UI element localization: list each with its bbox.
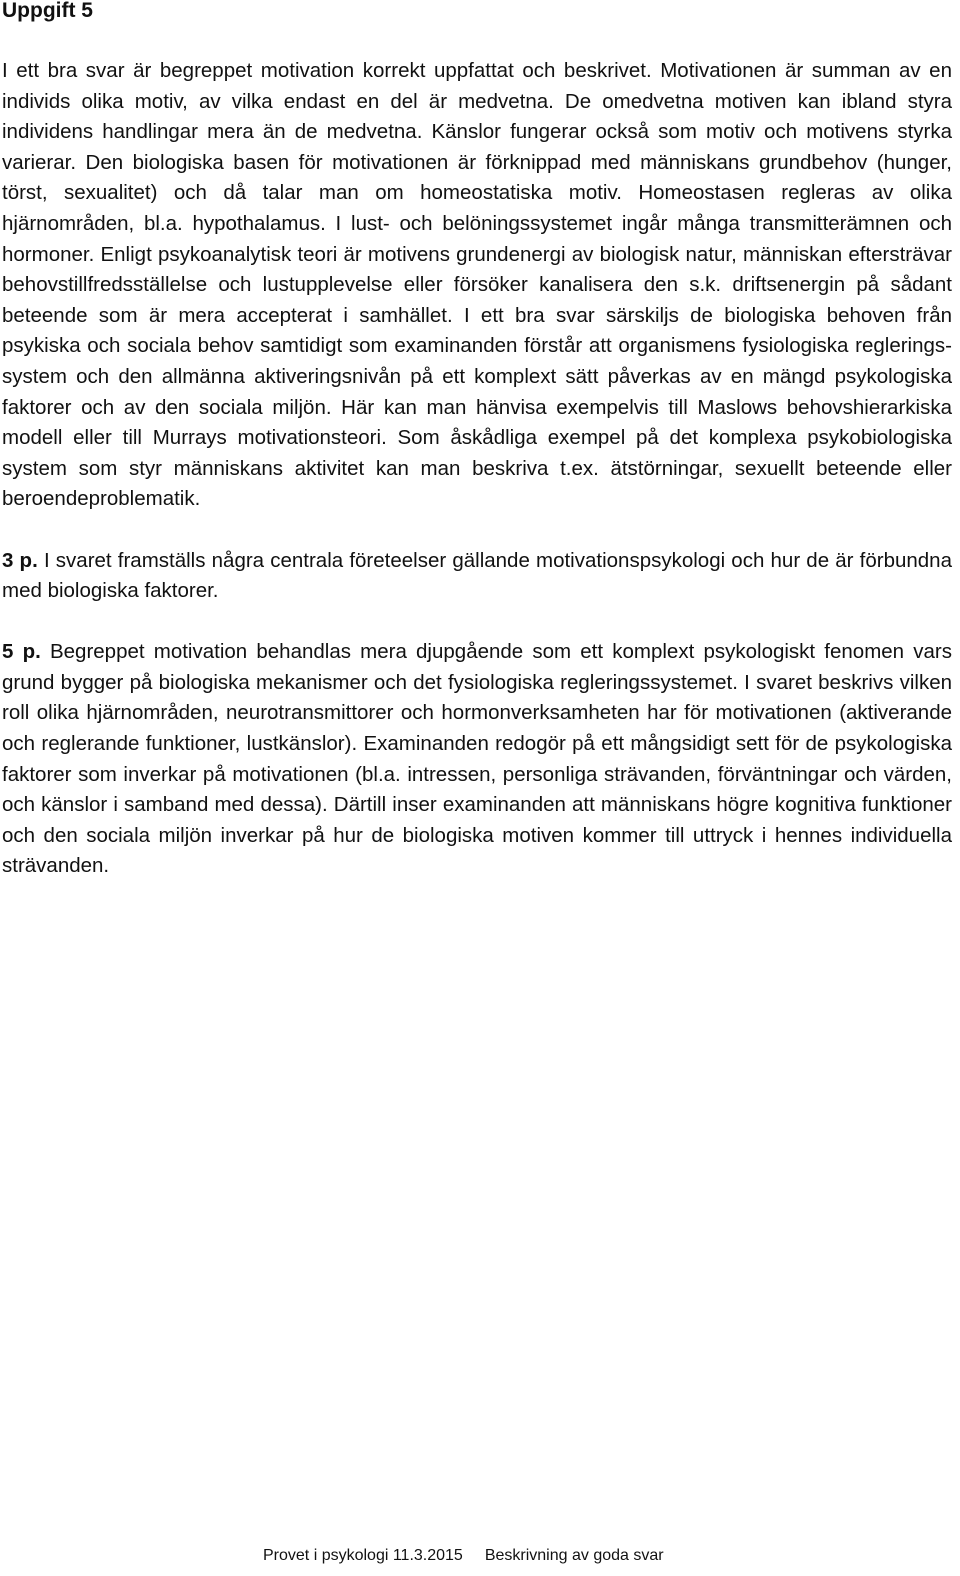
criteria-text: Begreppet motivation behandlas mera djupgående som ett komplext psykologiskt fenomen vars grund bygger på biologiska mekanismer och det fysiologiska regleringssystemet. I svaret beskrivs vilken roll olika hjärnområden, neurotransmittorer och hormonverksamheten har för motivationen (aktiverande och reglerande funktioner, lustkänslor). Examinanden redogör på ett mångsidigt sett för de psykologiska faktorer som inverkar på motivationen (bl.a. intressen, personliga strävanden, förväntningar och värden, och känslor i samband med dessa). Därtill inser examinanden att människans högre kognitiva funktioner och den sociala miljön inverkar på hur de biologiska motiven kommer till uttryck i hennes individuella strävanden.	[2, 640, 952, 878]
page-title: Uppgift 5	[2, 0, 93, 22]
criteria-text: I svaret framställs några centrala företeelser gällande motivationspsykologi och hur de är förbundna med biologiska faktorer.	[2, 548, 952, 603]
criteria-3-points	[2, 546, 952, 607]
footer-document-type: Beskrivning av goda svar	[484, 1547, 664, 1564]
paragraph-spacer	[2, 515, 952, 546]
paragraph-spacer	[2, 607, 952, 638]
footer-exam-title: Provet i psykologi 11.3.2015	[263, 1547, 463, 1564]
document-body	[2, 56, 952, 882]
points-label: 3 p.	[2, 548, 38, 572]
criteria-5-points	[2, 637, 952, 882]
page-footer	[263, 1544, 664, 1568]
points-label: 5 p.	[2, 640, 41, 664]
answer-description-paragraph: I ett bra svar är begreppet motivation korrekt uppfattat och beskrivet. Motivationen är summan av en individs olika motiv, av vilka endast en del är medvetna. De omedvetna motiven kan ibland styra individens handlingar mera än de medvetna. Känslor fungerar också som motiv och motivens styrka varierar. Den biologiska basen för motivationen är förknippad med människans grundbehov (hunger, törst, sexualitet) och då talar man om homeostatiska motiv. Homeostasen regleras av olika hjärnområden, bl.a. hypothalamus. I lust- och belöningssystemet ingår många transmitterämnen och hormoner. Enligt psykoanalytisk teori är motivens grundenergi av biologisk natur, människan eftersträvar behovstillfredsställelse och lustupplevelse eller försöker kanalisera den s.k. driftsenergin på sådant beteende som är mera accepterat i samhället. I ett bra svar särskiljs de biologiska behoven från psykiska och sociala behov samtidigt som examinanden förstår att organismens fysiologiska regleringssystem och den allmänna aktiveringsnivån på ett komplext sätt påverkas av en mängd psykologiska faktorer och av den sociala miljön. Här kan man hänvisa exempelvis till Maslows behovshierarkiska modell eller till Murrays motivationsteori. Som åskådliga exempel på det komplexa psykobiologiska system som styr människans aktivitet kan man beskriva t.ex. ätstörningar, sexuellt beteende eller beroendeproblematik.	[2, 59, 952, 511]
